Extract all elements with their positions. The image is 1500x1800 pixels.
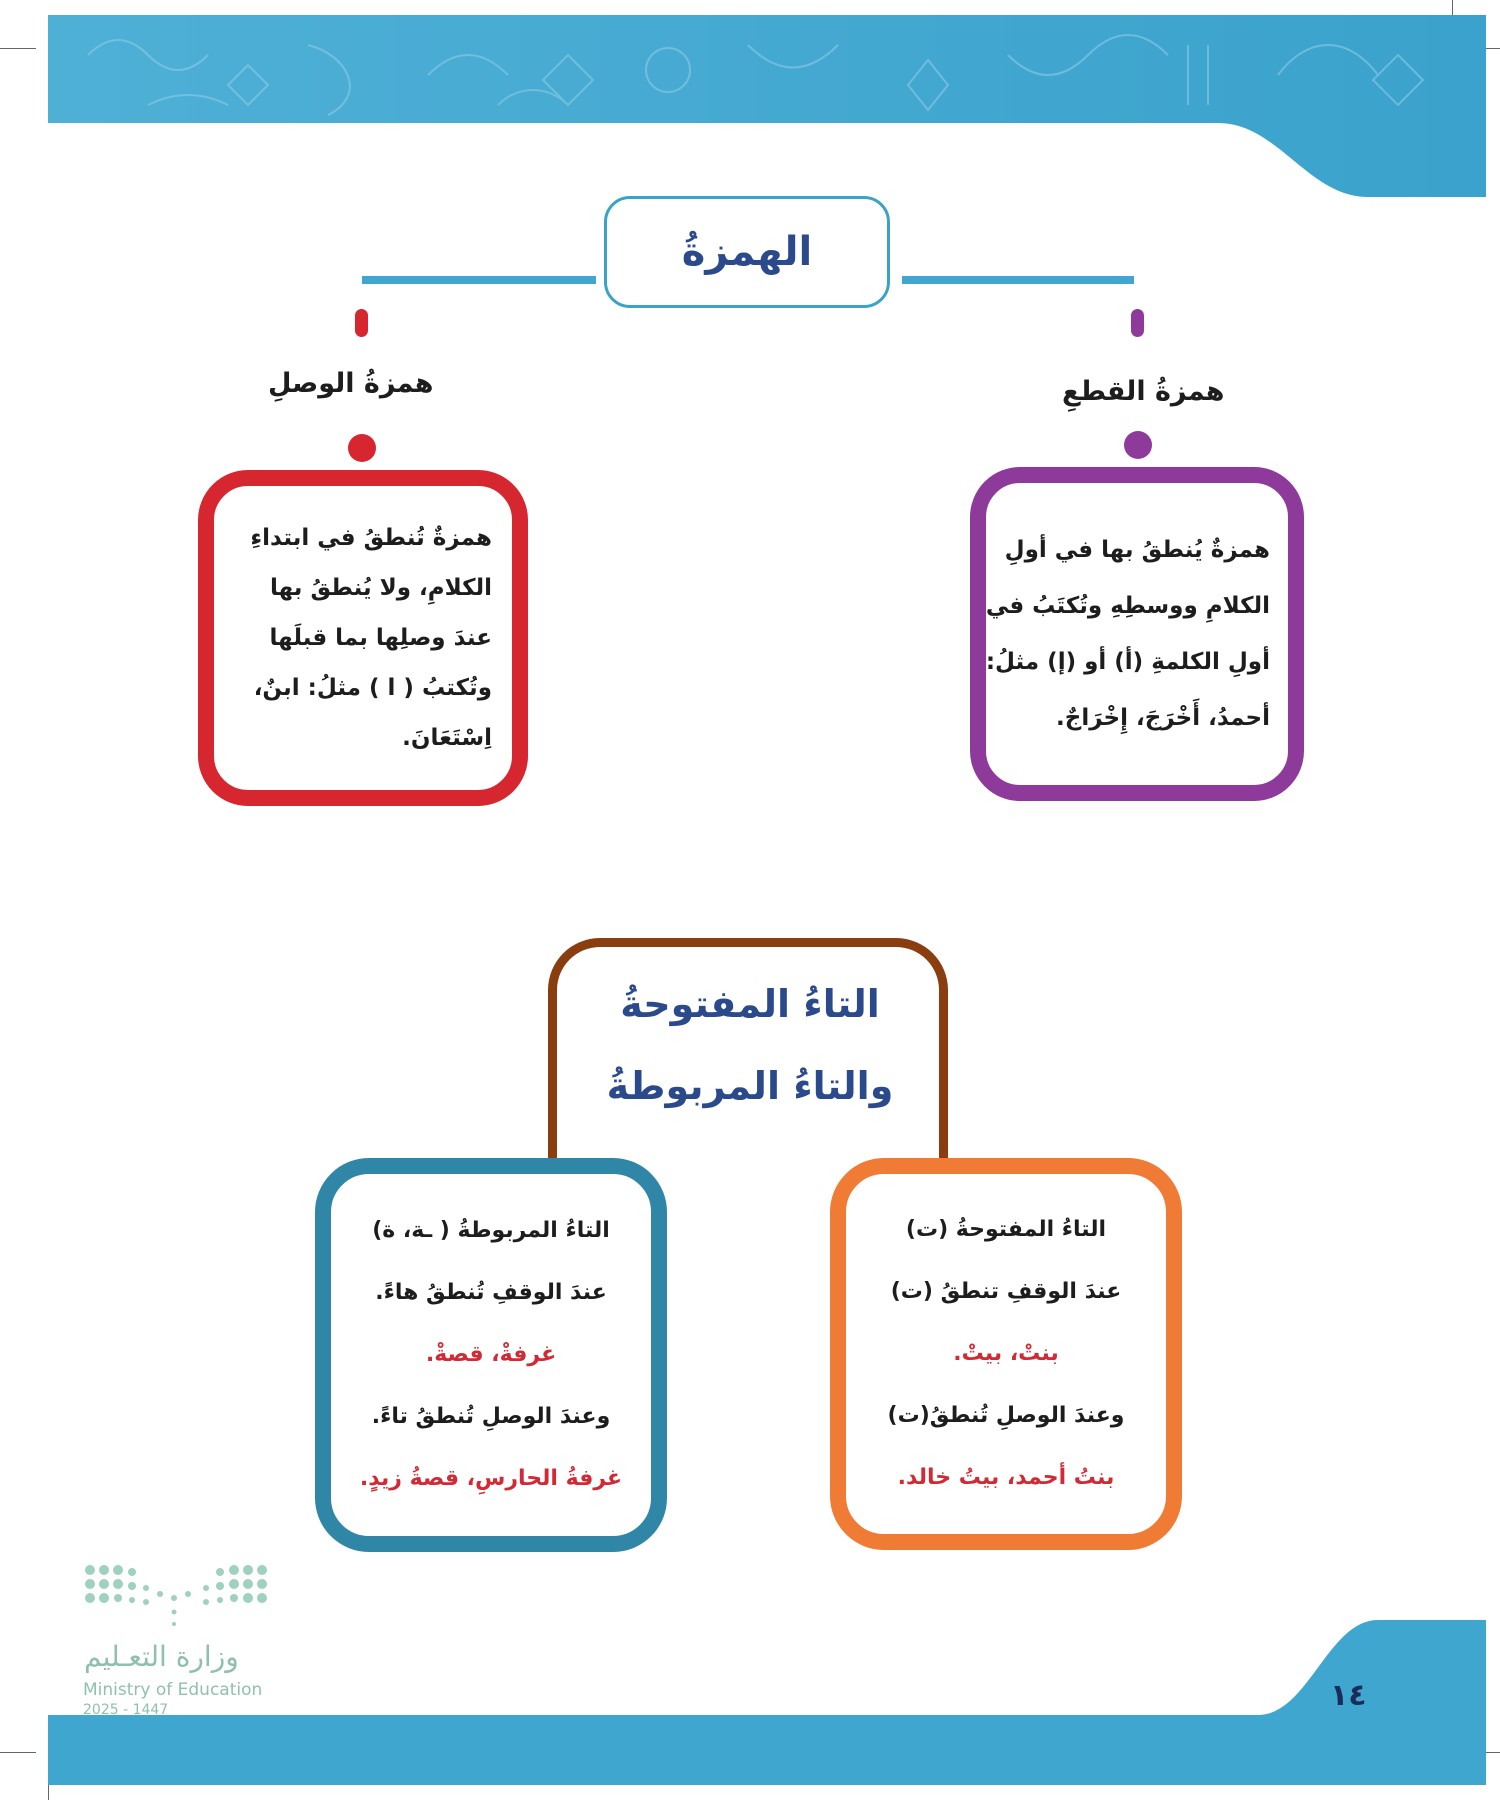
- qat-line: أولِ الكلمةِ (أ) أو (إ) مثلُ:: [985, 649, 1270, 675]
- closed-taa-content: [331, 1200, 651, 1510]
- top-banner: [48, 15, 1486, 197]
- closed-taa-connect-rule: وعندَ الوصلِ تُنطقُ تاءً.: [371, 1404, 611, 1429]
- crop-mark: [0, 1752, 36, 1753]
- wasl-card: [198, 470, 528, 806]
- connector-line-right: [902, 276, 1134, 284]
- wasl-line: عندَ وصلِها بما قبلَها: [269, 625, 492, 651]
- ministry-name-ar: وزارة التعـليم: [84, 1640, 239, 1673]
- ministry-year: 2025 - 1447: [83, 1702, 169, 1718]
- wasl-marker: [355, 309, 368, 337]
- closed-taa-heading: التاءُ المربوطةُ ( ـة، ة): [372, 1218, 610, 1243]
- qat-card: [970, 467, 1304, 801]
- wasl-line: اِسْتَعَانَ.: [402, 725, 492, 751]
- open-taa-connect-rule: وعندَ الوصلِ تُنطقُ(ت): [887, 1403, 1125, 1428]
- qat-dot: [1124, 431, 1152, 459]
- wasl-line: وتُكتبُ ( ا ) مثلُ: ابنٌ،: [253, 675, 492, 701]
- open-taa-pause-example: بنتْ، بيتْ.: [953, 1341, 1059, 1366]
- wasl-label: همزةُ الوصلِ: [268, 368, 434, 399]
- wasl-line: الكلامِ، ولا يُنطقُ بها: [269, 575, 492, 601]
- closed-taa-connect-example: غرفةُ الحارسِ، قصةُ زيدٍ.: [359, 1466, 623, 1491]
- qat-label: همزةُ القطعِ: [1062, 376, 1225, 407]
- bottom-banner: [48, 1620, 1486, 1785]
- connector-line-left: [362, 276, 596, 284]
- hamza-title-box: [604, 196, 890, 308]
- qat-marker: [1131, 309, 1144, 337]
- hamza-title: الهمزةُ: [681, 229, 813, 275]
- qat-description: [985, 522, 1270, 746]
- qat-line: همزةٌ يُنطقُ بها في أولِ: [1004, 537, 1270, 563]
- taa-title-line1: التاءُ المفتوحةُ: [620, 982, 880, 1026]
- open-taa-pause-rule: عندَ الوقفِ تنطقُ (ت): [890, 1279, 1122, 1304]
- open-taa-connect-example: بنتُ أحمد، بيتُ خالد.: [897, 1465, 1115, 1490]
- closed-taa-card: [315, 1158, 667, 1552]
- closed-taa-pause-rule: عندَ الوقفِ تُنطقُ هاءً.: [375, 1280, 607, 1305]
- open-taa-content: [846, 1199, 1166, 1509]
- qat-line: أحمدُ، أَخْرَجَ، إِخْرَاجٌ.: [1056, 705, 1270, 731]
- open-taa-heading: التاءُ المفتوحةُ (ت): [905, 1217, 1107, 1242]
- wasl-line: همزةٌ تُنطقُ في ابتداءِ: [250, 525, 492, 551]
- open-taa-card: [830, 1158, 1182, 1550]
- qat-line: الكلامِ ووسطِهِ وتُكتَبُ في: [985, 593, 1270, 619]
- ministry-name-en: Ministry of Education: [83, 1680, 263, 1700]
- wasl-dot: [348, 434, 376, 462]
- wasl-description: [234, 513, 492, 763]
- crop-mark: [1452, 0, 1453, 15]
- closed-taa-pause-example: غرفةْ، قصةْ.: [425, 1342, 557, 1367]
- ministry-logo-icon: [84, 1562, 268, 1630]
- page-number: ١٤: [1330, 1678, 1367, 1713]
- crop-mark: [0, 48, 36, 49]
- taa-title-line2: والتاءُ المربوطةُ: [606, 1064, 894, 1108]
